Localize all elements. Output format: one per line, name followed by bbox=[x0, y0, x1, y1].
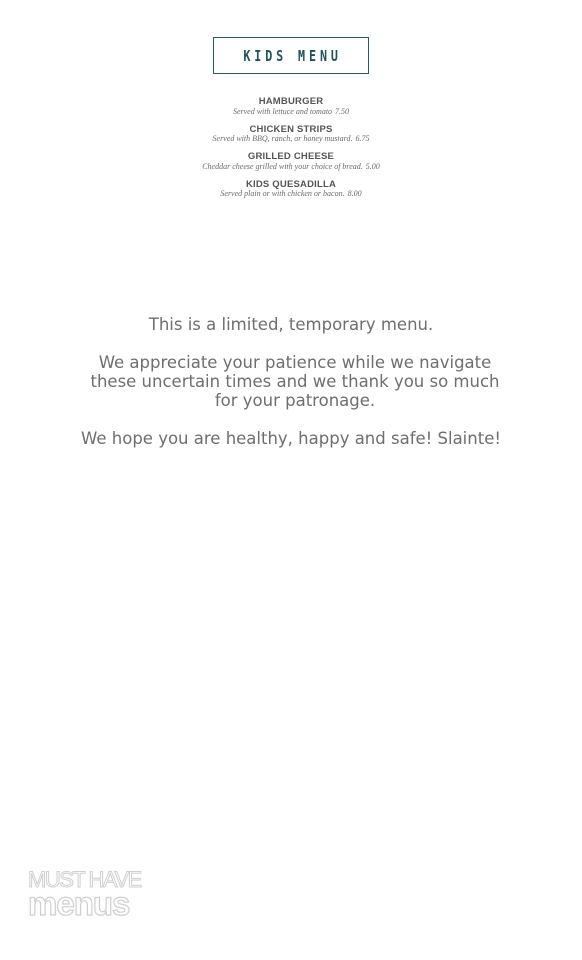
menu-title: KIDS MENU bbox=[243, 46, 343, 65]
menu-item-price: 6.75 bbox=[355, 134, 370, 143]
menu-item bbox=[0, 97, 582, 116]
menu-item-price: 5.00 bbox=[365, 161, 380, 171]
menu-item-description: Served plain or with chicken or bacon. bbox=[220, 189, 345, 198]
logo-text-top: MUST HAVE bbox=[28, 867, 141, 892]
notice-well-wishes: We hope you are healthy, happy and safe! Slainte! bbox=[81, 429, 501, 448]
menu-item-description: Served with lettuce and tomato bbox=[232, 106, 333, 116]
must-have-menus-logo bbox=[28, 868, 178, 922]
menu-item bbox=[0, 152, 582, 171]
menu-item-description-line bbox=[0, 190, 582, 198]
menu-item-name: KIDS QUESADILLA bbox=[245, 178, 337, 190]
logo-text-bottom: menus bbox=[28, 885, 130, 922]
menu-item bbox=[0, 125, 582, 144]
menu-item bbox=[0, 180, 582, 199]
notice-limited-menu: This is a limited, temporary menu. bbox=[148, 315, 434, 334]
menu-item-description-line bbox=[0, 135, 582, 143]
menu-item-description-line bbox=[0, 108, 582, 116]
menu-item-list bbox=[0, 97, 582, 207]
menu-item-description: Cheddar cheese grilled with your choice of bread. bbox=[202, 161, 363, 171]
menu-item-price: 7.50 bbox=[335, 106, 350, 116]
notice-appreciation: We appreciate your patience while we navigate these uncertain times and we thank you so much for your patronage. bbox=[90, 353, 500, 410]
menu-item-name: CHICKEN STRIPS bbox=[249, 123, 333, 135]
menu-item-description: Served with BBQ, ranch, or honey mustard. bbox=[212, 134, 353, 143]
menu-item-name: HAMBURGER bbox=[258, 96, 324, 107]
menu-item-name: GRILLED CHEESE bbox=[247, 151, 335, 162]
menu-title-box bbox=[213, 37, 369, 74]
menu-item-description-line bbox=[0, 163, 582, 171]
menu-item-price: 8.00 bbox=[347, 189, 362, 198]
